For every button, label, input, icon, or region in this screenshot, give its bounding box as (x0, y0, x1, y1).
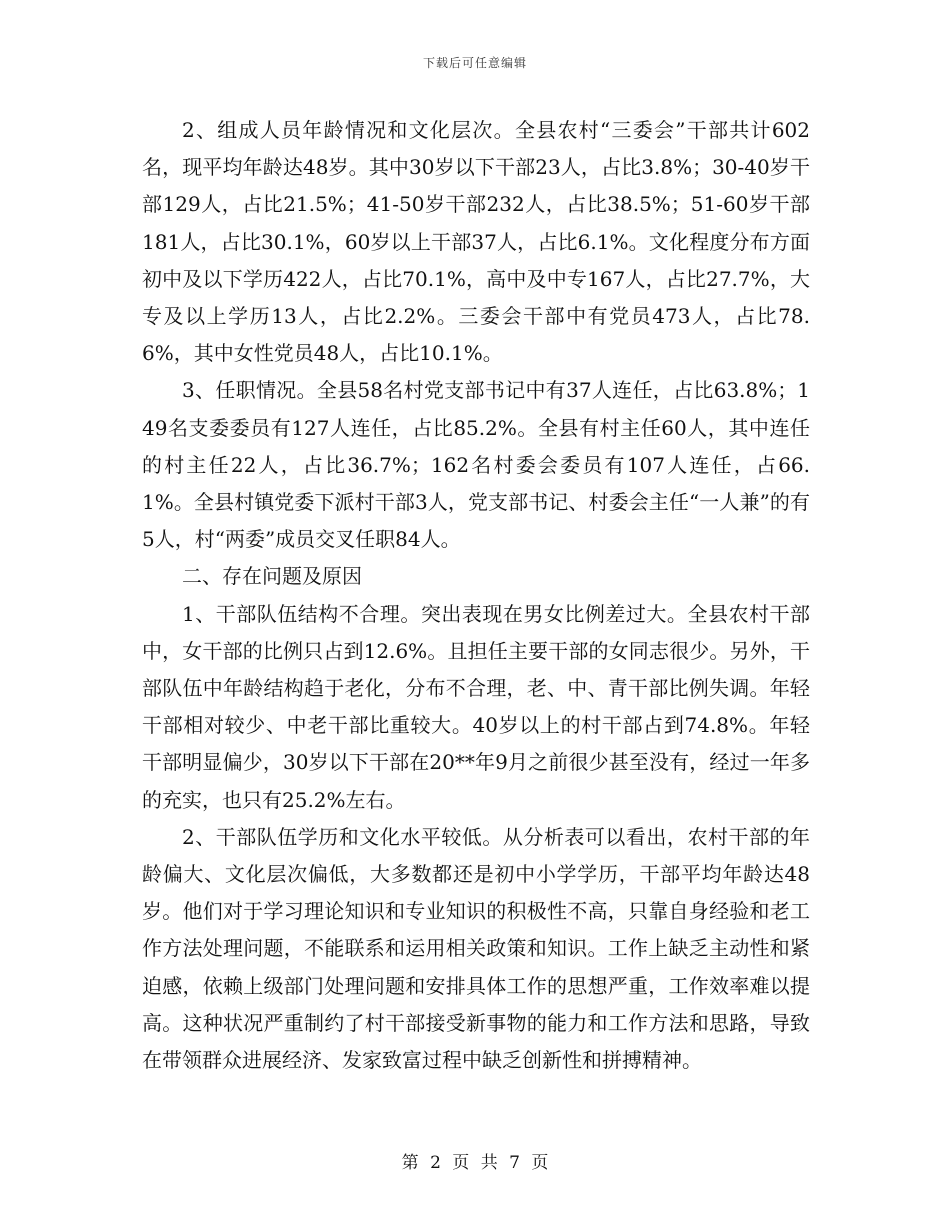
paragraph-education-problem: 2、干部队伍学历和文化水平较低。从分析表可以看出，农村干部的年龄偏大、文化层次偏低，大多数都还是初中小学学历，干部平均年龄达48岁。他们对于学习理论知识和专业知识的积极性不高，只靠自身经验和老工作方法处理问题，不能联系和运用相关政策和知识。工作上缺乏主动性和紧迫感，依赖上级部门处理问题和安排具体工作的思想严重，工作效率难以提高。这种状况严重制约了村干部接受新事物的能力和工作方法和思路，导致在带领群众进展经济、发家致富过程中缺乏创新性和拼搏精神。 (142, 824, 810, 1073)
paragraph-age-education: 2、组成人员年龄情况和文化层次。全县农村“三委会”干部共计602名，现平均年龄达48岁。其中30岁以下干部23人，占比3.8%；30-40岁干部129人，占比21.5%；41-50岁干部232人，占比38.5%；51-60岁干部181人，占比30.1%，60岁以上干部37人，占比6.1%。文化程度分布方面初中及以下学历422人，占比70.1%，高中及中专167人，占比27.7%，大专及以上学历13人，占比2.2%。三委会干部中有党员473人，占比78.6%，其中女性党员48人，占比10.1%。 (142, 118, 810, 366)
page-header: 下载后可任意编辑 (422, 56, 527, 70)
paragraph-structure-problem: 1、干部队伍结构不合理。突出表现在男女比例差过大。全县农村干部中，女干部的比例只占到12.6%。且担任主要干部的女同志很少。另外，干部队伍中年龄结构趋于老化，分布不合理，老、中、青干部比例失调。年轻干部相对较少、中老干部比重较大。40岁以上的村干部占到74.8%。年轻干部明显偏少，30岁以下干部在20**年9月之前很少甚至没有，经过一年多的充实，也只有25.2%左右。 (142, 601, 810, 812)
section-heading-problems: 二、存在问题及原因 (182, 564, 362, 589)
document-body (142, 112, 810, 1079)
page-number: 第 2 页 共 7 页 (401, 1153, 549, 1173)
paragraph-tenure: 3、任职情况。全县58名村党支部书记中有37人连任，占比63.8%；149名支委委员有127人连任，占比85.2%。全县有村主任60人，其中连任的村主任22人，占比36.7%；162名村委会委员有107人连任，占66.1%。全县村镇党委下派村干部3人，党支部书记、村委会主任“一人兼”的有5人，村“两委”成员交叉任职84人。 (142, 378, 810, 552)
